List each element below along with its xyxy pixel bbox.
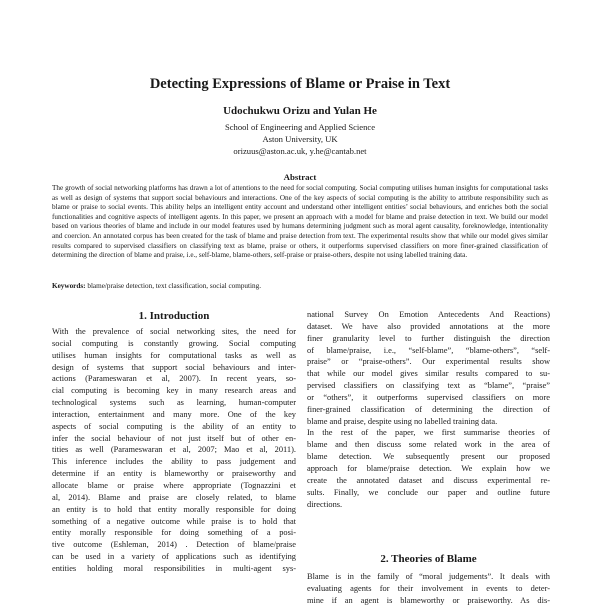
- text-line: interaction, entertainment and many more. One of the key: [52, 409, 296, 419]
- text-line: that while our model gives similar results compared to su-: [307, 369, 550, 379]
- text-line: cial computing is becoming key in many research areas and: [52, 386, 296, 396]
- text-line: can be used in a variety of applications such as identifying: [52, 552, 296, 562]
- text-line: In the rest of the paper, we first summarise theories of: [307, 428, 550, 438]
- affiliation-university: Aston University, UK: [262, 134, 338, 144]
- abstract-heading: Abstract: [283, 172, 317, 182]
- affiliation-dept: School of Engineering and Applied Science: [224, 122, 376, 132]
- paper-authors: Udochukwu Orizu and Yulan He: [223, 105, 377, 117]
- text-line: or “others”, it outperforms supervised classifiers on more: [307, 392, 550, 402]
- text-line: social computing is constantly growing. Social computing: [52, 338, 296, 348]
- text-line: directions.: [307, 499, 343, 509]
- text-line: evaluating agents for their involvement in events to deter-: [307, 583, 550, 593]
- section-heading-introduction: 1. Introduction: [138, 310, 210, 322]
- text-line: allocate blame or praise where appropriate (Tognazzini et: [52, 480, 296, 490]
- text-line: something of a negative outcome while praise is to hold that: [52, 516, 296, 526]
- text-line: tive outcome (Eshleman, 2014) . Detection of blame/praise: [52, 540, 296, 550]
- text-line: entity morally responsible for doing something of a posi-: [52, 528, 296, 538]
- text-line: tities as well (Parameswaran et al, 2007; Mao et al, 2011).: [52, 445, 296, 455]
- abstract-body: The growth of social networking platforms has drawn a lot of attentions to the need for social computing. Social computing utilises human insights for computational tasks as well as design of systems that support social behaviours and interactions. One of the key aspects of social computing is the ability to attribute responsibility such as blame or praise to social events. This ability helps an intelligent entity account and understand other intelligent entities’ social behaviours, and enriches both the social functionalities and cognitive aspects of intelligent agents. In this paper, we present an approach with a model for blame and praise detection in text. We build our model based on various theories of blame and include in our model features used by humans determining judgment such as moral agent causality, foreknowledge, intentionality and coercion. An annotated corpus has been created for the task of blame and praise detection from text. The experimental results show that while our model gives similar results compared to supervised classifiers on classifying text as blame, praise or others, it outperforms supervised classifiers on more finer-grained classification of determining the direction of blame and praise, i.e., self-blame, blame-others, self-praise or praise-others, despite not using labelled training data.: [52, 184, 548, 260]
- text-line: al, 2014). Blame and praise are closely related, to blame: [52, 492, 296, 502]
- right-column-bottom: [307, 571, 550, 607]
- text-line: of blame/praise, i.e., “self-blame”, “blame-others”, “self-: [307, 345, 550, 355]
- text-line: infer the social behaviour of not just itself but of other en-: [52, 433, 296, 443]
- text-line: entities holding moral responsibilities in multi-agent sys-: [52, 563, 296, 573]
- text-line: blame and then discuss some related work in the area of: [307, 440, 550, 450]
- text-line: technological systems such as learning, human-computer: [52, 398, 296, 408]
- text-line: utilises human insights for computational tasks as well as: [52, 350, 296, 360]
- text-line: national Survey On Emotion Antecedents And Reactions): [307, 310, 550, 319]
- keywords-text: blame/praise detection, text classification, social computing.: [85, 282, 261, 290]
- text-line: mine if an agent is blameworthy or praiseworthy. As dis-: [307, 595, 550, 605]
- section-heading-theories-of-blame: 2. Theories of Blame: [380, 553, 477, 565]
- keywords-label: Keywords:: [52, 282, 86, 290]
- text-line: design of systems that support social behaviours and inter-: [52, 362, 296, 372]
- text-line: sults. Finally, we conclude our paper and outline future: [307, 487, 550, 497]
- text-line: With the prevalence of social networking sites, the need for: [52, 327, 296, 336]
- text-line: approach for blame/praise detection. We explain how we: [307, 463, 550, 473]
- text-line: This inference includes the ability to pass judgement and: [52, 457, 296, 467]
- text-line: Blame is in the family of “moral judgements”. It deals with: [307, 572, 550, 581]
- text-line: an entity is to hold that entity morally responsible for doing: [52, 504, 296, 514]
- text-line: praise” or “praise-others”. Our experimental results show: [307, 357, 550, 367]
- text-line: create the annotated dataset and discuss experimental re-: [307, 475, 550, 485]
- text-line: blame and praise, despite using no labelled training data.: [307, 416, 498, 426]
- text-line: blame detection. We subsequently present our proposed: [307, 452, 550, 462]
- text-line: determine if an entity is blameworthy or praiseworthy and: [52, 469, 296, 479]
- affiliation-email: orizuus@aston.ac.uk, y.he@cantab.net: [233, 146, 367, 156]
- text-line: finer granularity level to further distinguish the direction: [307, 333, 550, 343]
- text-line: pervised classifiers on classifying text as “blame”, “praise”: [307, 381, 550, 391]
- left-column: [52, 326, 296, 575]
- keywords: [52, 282, 548, 292]
- right-column-top: [307, 309, 550, 510]
- text-line: dataset. We have also provided annotations at the more: [307, 321, 550, 331]
- text-line: finer-grained classification of determining the direction of: [307, 404, 550, 414]
- text-line: actions (Parameswaran et al, 2007). In recent years, so-: [52, 374, 296, 384]
- paper-title: Detecting Expressions of Blame or Praise in Text: [149, 76, 451, 92]
- text-line: aspects of social computing is the ability of an entity to: [52, 421, 296, 431]
